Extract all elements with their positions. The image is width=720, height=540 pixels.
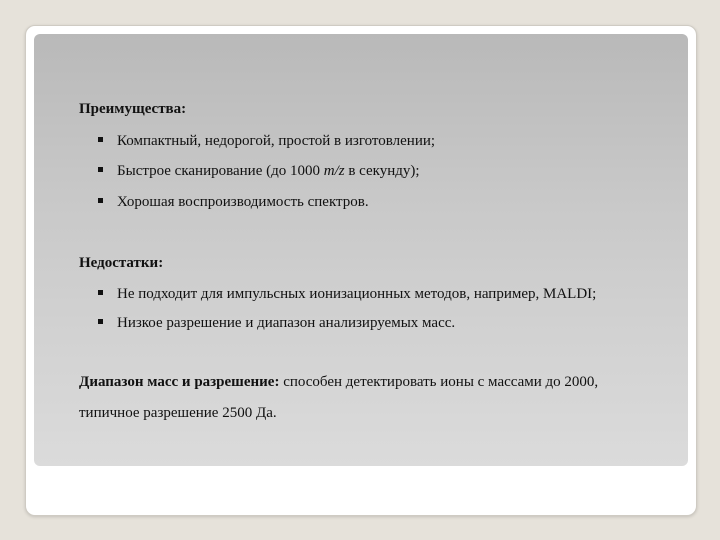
disadvantage-item-1: Не подходит для импульсных ионизационных методов, например, MALDI; xyxy=(98,286,596,303)
bullet-square-icon xyxy=(98,137,103,142)
slide xyxy=(25,25,697,516)
advantages-heading: Преимущества: xyxy=(79,101,187,117)
disadvantages-heading: Недостатки: xyxy=(79,255,164,271)
advantage-item-3: Хорошая воспроизводимость спектров. xyxy=(98,194,369,211)
mz-italic: m/z xyxy=(323,163,345,179)
range-paragraph-line2: типичное разрешение 2500 Да. xyxy=(79,405,277,421)
disadvantage-item-2: Низкое разрешение и диапазон анализируемых масс. xyxy=(98,315,455,332)
bullet-square-icon xyxy=(98,290,103,295)
advantage-item-1: Компактный, недорогой, простой в изготовлении; xyxy=(98,133,435,150)
bullet-square-icon xyxy=(98,319,103,324)
range-label: Диапазон масс и разрешение: xyxy=(79,374,280,390)
bullet-square-icon xyxy=(98,198,103,203)
range-paragraph-line1: Диапазон масс и разрешение: способен детектировать ионы с массами до 2000, xyxy=(79,374,599,390)
bullet-square-icon xyxy=(98,167,103,172)
content-panel xyxy=(34,34,688,466)
advantage-item-2: Быстрое сканирование (до 1000 m/z в секунду); xyxy=(98,163,420,180)
